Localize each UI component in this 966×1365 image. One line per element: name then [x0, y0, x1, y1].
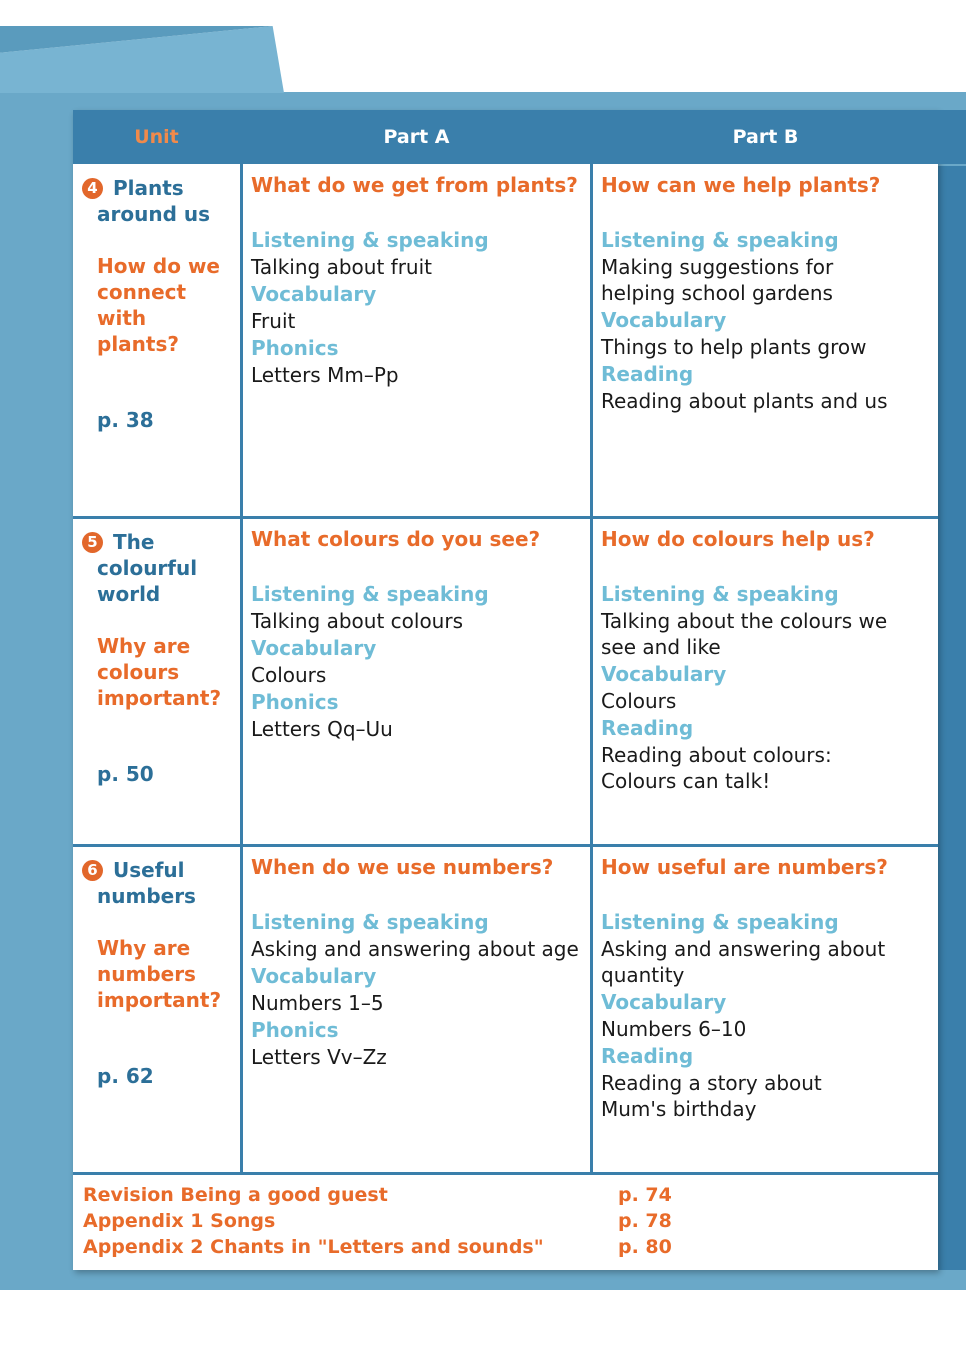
- unit-number-badge: 5: [82, 532, 103, 553]
- skill-label: Vocabulary: [251, 636, 377, 660]
- unit-number-badge: 4: [82, 178, 103, 199]
- header-extension: [938, 110, 966, 164]
- part-a-cell: [251, 172, 586, 388]
- skill-description: Asking and answering about quantity: [601, 937, 886, 987]
- part-question: What colours do you see?: [251, 527, 541, 551]
- skill-label: Vocabulary: [601, 990, 727, 1014]
- skill-label: Phonics: [251, 690, 339, 714]
- appendix-pages: [618, 1182, 672, 1260]
- part-b-cell: [601, 854, 891, 1122]
- unit-question: Why are colours important?: [97, 634, 222, 710]
- skill-description: Asking and answering about age: [251, 937, 579, 961]
- contents-table: [73, 110, 938, 1270]
- footer-item-page: p. 78: [618, 1210, 672, 1232]
- unit-page: p. 62: [97, 1064, 154, 1088]
- skill-description: Talking about colours: [251, 609, 463, 633]
- unit-cell: [83, 857, 233, 1013]
- footer-item-label: Revision Being a good guest: [83, 1184, 388, 1206]
- unit-cell: [83, 529, 233, 711]
- unit-title: 5 The colourful world: [83, 529, 233, 607]
- part-b-cell: [601, 172, 891, 414]
- unit-cell: [83, 175, 233, 357]
- skill-label: Vocabulary: [251, 282, 377, 306]
- skill-description: Colours: [601, 689, 677, 713]
- footer-item-label: Appendix 2 Chants in "Letters and sounds": [83, 1236, 544, 1258]
- row-divider: [73, 516, 938, 519]
- skill-description: Numbers 6–10: [601, 1017, 747, 1041]
- skill-label: Listening & speaking: [251, 910, 489, 934]
- right-edge-strip: [938, 166, 966, 1270]
- appendix-list: [83, 1182, 544, 1260]
- footer-item-page: p. 80: [618, 1236, 672, 1258]
- column-divider: [240, 110, 243, 1173]
- skill-label: Phonics: [251, 1018, 339, 1042]
- header-part-a: Part A: [243, 110, 590, 164]
- part-question: When do we use numbers?: [251, 855, 554, 879]
- skill-description: Reading a story about Mum's birthday: [601, 1071, 822, 1121]
- skill-label: Listening & speaking: [251, 582, 489, 606]
- part-a-cell: [251, 526, 586, 742]
- skill-label: Reading: [601, 362, 694, 386]
- skill-label: Listening & speaking: [251, 228, 489, 252]
- skill-description: Reading about plants and us: [601, 389, 888, 413]
- row-divider: [73, 844, 938, 847]
- skill-label: Vocabulary: [601, 308, 727, 332]
- skill-label: Reading: [601, 1044, 694, 1068]
- unit-question: How do we connect with plants?: [97, 254, 220, 356]
- unit-question: Why are numbers important?: [97, 936, 222, 1012]
- skill-description: Making suggestions for helping school gardens: [601, 255, 834, 305]
- skill-description: Numbers 1–5: [251, 991, 384, 1015]
- skill-description: Colours: [251, 663, 327, 687]
- unit-page: p. 50: [97, 762, 154, 786]
- skill-label: Listening & speaking: [601, 910, 839, 934]
- unit-title: 4 Plants around us: [83, 175, 233, 227]
- column-divider: [590, 110, 593, 1173]
- part-question: How do colours help us?: [601, 527, 875, 551]
- skill-label: Reading: [601, 716, 694, 740]
- part-b-cell: [601, 526, 901, 794]
- unit-number-badge: 6: [82, 860, 103, 881]
- row-divider: [73, 1172, 938, 1175]
- skill-description: Talking about the colours we see and like: [601, 609, 888, 659]
- skill-label: Vocabulary: [601, 662, 727, 686]
- skill-label: Phonics: [251, 336, 339, 360]
- part-a-cell: [251, 854, 586, 1070]
- skill-description: Fruit: [251, 309, 296, 333]
- part-question: What do we get from plants?: [251, 173, 578, 197]
- footer-item-page: p. 74: [618, 1184, 672, 1206]
- skill-description: Letters Qq–Uu: [251, 717, 393, 741]
- skill-description: Letters Vv–Zz: [251, 1045, 387, 1069]
- skill-description: Reading about colours: Colours can talk!: [601, 743, 832, 793]
- skill-label: Listening & speaking: [601, 582, 839, 606]
- header-part-b: Part B: [593, 110, 938, 164]
- part-question: How useful are numbers?: [601, 855, 888, 879]
- skill-description: Things to help plants grow: [601, 335, 867, 359]
- unit-page: p. 38: [97, 408, 154, 432]
- unit-title: 6 Useful numbers: [83, 857, 233, 909]
- skill-label: Vocabulary: [251, 964, 377, 988]
- skill-description: Letters Mm–Pp: [251, 363, 399, 387]
- footer-item-label: Appendix 1 Songs: [83, 1210, 276, 1232]
- header-unit: Unit: [73, 110, 240, 164]
- skill-description: Talking about fruit: [251, 255, 432, 279]
- part-question: How can we help plants?: [601, 173, 881, 197]
- skill-label: Listening & speaking: [601, 228, 839, 252]
